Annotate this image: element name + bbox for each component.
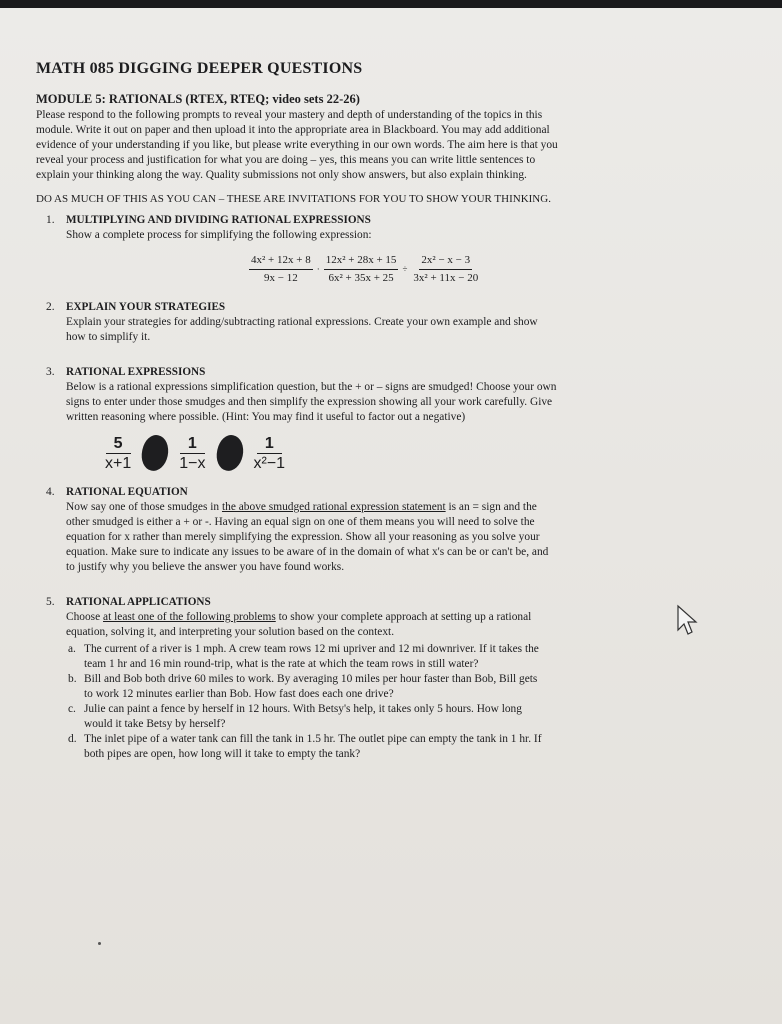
fraction bbox=[324, 253, 399, 286]
question-3 bbox=[46, 365, 756, 472]
fraction bbox=[248, 436, 292, 471]
operator: · bbox=[316, 264, 320, 274]
list-item bbox=[68, 732, 756, 762]
intro-line: explain your thinking along the way. Quality submissions not only show answers, but also explain thinking. bbox=[36, 169, 527, 181]
instructions-banner: DO AS MUCH OF THIS AS YOU CAN – THESE ARE INVITATIONS FOR YOU TO SHOW YOUR THINKING. bbox=[36, 193, 551, 205]
question-line: written reasoning where possible. (Hint: You may find it useful to factor out a negative) bbox=[66, 411, 466, 423]
question-number: 2. bbox=[46, 301, 55, 313]
text-link[interactable]: at least one of the following problems bbox=[103, 611, 276, 623]
question-line bbox=[66, 500, 756, 515]
question-line: how to simplify it. bbox=[66, 331, 151, 343]
question-line: Explain your strategies for adding/subtracting rational expressions. Create your own example and show bbox=[66, 316, 538, 328]
question-number: 4. bbox=[46, 486, 55, 498]
question-line: to justify why you believe the answer you have found works. bbox=[66, 561, 345, 573]
question-heading: RATIONAL APPLICATIONS bbox=[66, 596, 211, 608]
item-line: Julie can paint a fence by herself in 12 hours. With Betsy's help, it takes only 5 hours. How long bbox=[84, 703, 522, 715]
text-link[interactable]: the above smudged rational expression statement bbox=[221, 501, 446, 513]
fraction bbox=[249, 253, 313, 286]
question-heading: EXPLAIN YOUR STRATEGIES bbox=[66, 301, 226, 313]
numerator: 5 bbox=[106, 436, 131, 454]
fraction bbox=[99, 436, 137, 471]
intro-line: Please respond to the following prompts to reveal your mastery and depth of understanding of the topics in this bbox=[36, 109, 543, 121]
item-letter: a. bbox=[68, 643, 76, 655]
item-line: The inlet pipe of a water tank can fill the tank in 1.5 hr. The outlet pipe can empty the tank in 1 hr. If bbox=[84, 733, 542, 745]
list-item bbox=[68, 642, 756, 672]
denominator: 3x² + 11x − 20 bbox=[413, 272, 479, 284]
top-edge bbox=[0, 0, 782, 8]
fraction bbox=[173, 436, 211, 471]
question-text: Show a complete process for simplifying the following expression: bbox=[66, 229, 372, 241]
ink-smudge bbox=[213, 433, 246, 474]
intro-paragraph bbox=[36, 108, 756, 183]
intro-line: module. Write it out on paper and then upload it into the appropriate area in Blackboard. You may add additional bbox=[36, 124, 550, 136]
intro-line: evidence of your understanding if you like, but please write everything in our own words. The aim here is that you bbox=[36, 139, 558, 151]
question-heading: MULTIPLYING AND DIVIDING RATIONAL EXPRESSIONS bbox=[66, 214, 371, 226]
question-heading: RATIONAL EXPRESSIONS bbox=[66, 366, 206, 378]
question-1 bbox=[46, 213, 756, 286]
question-line: equation, solving it, and interpreting your solution based on the context. bbox=[66, 626, 395, 638]
smudged-expression bbox=[96, 435, 756, 471]
numerator: 1 bbox=[257, 436, 282, 454]
question-2 bbox=[46, 300, 756, 345]
denominator: 9x − 12 bbox=[264, 272, 298, 284]
denominator: 6x² + 35x + 25 bbox=[328, 272, 394, 284]
document-content bbox=[36, 60, 756, 762]
numerator: 1 bbox=[180, 436, 205, 454]
question-number: 5. bbox=[46, 596, 55, 608]
item-line: Bill and Bob both drive 60 miles to work. By averaging 10 miles per hour faster than Bob, Bill gets bbox=[84, 673, 538, 685]
item-line: both pipes are open, how long will it take to empty the tank? bbox=[84, 748, 361, 760]
question-5 bbox=[46, 595, 756, 762]
item-letter: d. bbox=[68, 733, 77, 745]
item-line: team 1 hr and 16 min round-trip, what is the rate at which the team rows in still water? bbox=[84, 658, 479, 670]
text-run: Now say one of those smudges in bbox=[66, 501, 222, 513]
question-line: signs to enter under those smudges and then simplify the expression showing all your work carefully. Give bbox=[66, 396, 553, 408]
denominator: x²−1 bbox=[253, 454, 286, 472]
fraction bbox=[411, 253, 480, 286]
item-letter: b. bbox=[68, 673, 77, 685]
module-heading: MODULE 5: RATIONALS (RTEX, RTEQ; video sets 22-26) bbox=[36, 92, 360, 106]
intro-line: reveal your process and justification for what you are doing – yes, this means you can write little sentences to bbox=[36, 154, 536, 166]
page-title: MATH 085 DIGGING DEEPER QUESTIONS bbox=[36, 60, 363, 77]
numerator: 12x² + 28x + 15 bbox=[324, 253, 399, 270]
numerator: 4x² + 12x + 8 bbox=[249, 253, 313, 270]
operator: ÷ bbox=[402, 264, 408, 274]
rational-expression bbox=[246, 253, 756, 286]
question-number: 3. bbox=[46, 366, 55, 378]
text-run: is an = sign and the bbox=[445, 501, 537, 513]
question-line: Below is a rational expressions simplification question, but the + or – signs are smudged! Choose your own bbox=[66, 381, 557, 393]
question-line bbox=[66, 610, 756, 625]
text-run: Choose bbox=[66, 611, 104, 623]
denominator: x+1 bbox=[105, 454, 132, 472]
mouse-pointer-icon bbox=[676, 604, 702, 638]
question-line: equation for x rather than merely simplifying the expression. Show all your reasoning as you solve your bbox=[66, 531, 540, 543]
paper-speck bbox=[98, 942, 101, 945]
question-heading: RATIONAL EQUATION bbox=[66, 486, 188, 498]
ink-smudge bbox=[139, 433, 172, 474]
question-line: other smudged is either a + or -. Having an equal sign on one of them means you will need to solve the bbox=[66, 516, 535, 528]
text-run: to show your complete approach at setting up a rational bbox=[275, 611, 532, 623]
item-line: The current of a river is 1 mph. A crew team rows 12 mi upriver and 12 mi downriver. If it takes the bbox=[84, 643, 539, 655]
question-line: equation. Make sure to indicate any issues to be aware of in the domain of what x's can be or can't be, and bbox=[66, 546, 549, 558]
denominator: 1−x bbox=[179, 454, 206, 472]
item-letter: c. bbox=[68, 703, 76, 715]
item-line: would it take Betsy by herself? bbox=[84, 718, 226, 730]
list-item bbox=[68, 672, 756, 702]
question-4 bbox=[46, 485, 756, 575]
numerator: 2x² − x − 3 bbox=[419, 253, 472, 270]
list-item bbox=[68, 702, 756, 732]
question-number: 1. bbox=[46, 214, 55, 226]
item-line: to work 12 minutes earlier than Bob. How fast does each one drive? bbox=[84, 688, 394, 700]
